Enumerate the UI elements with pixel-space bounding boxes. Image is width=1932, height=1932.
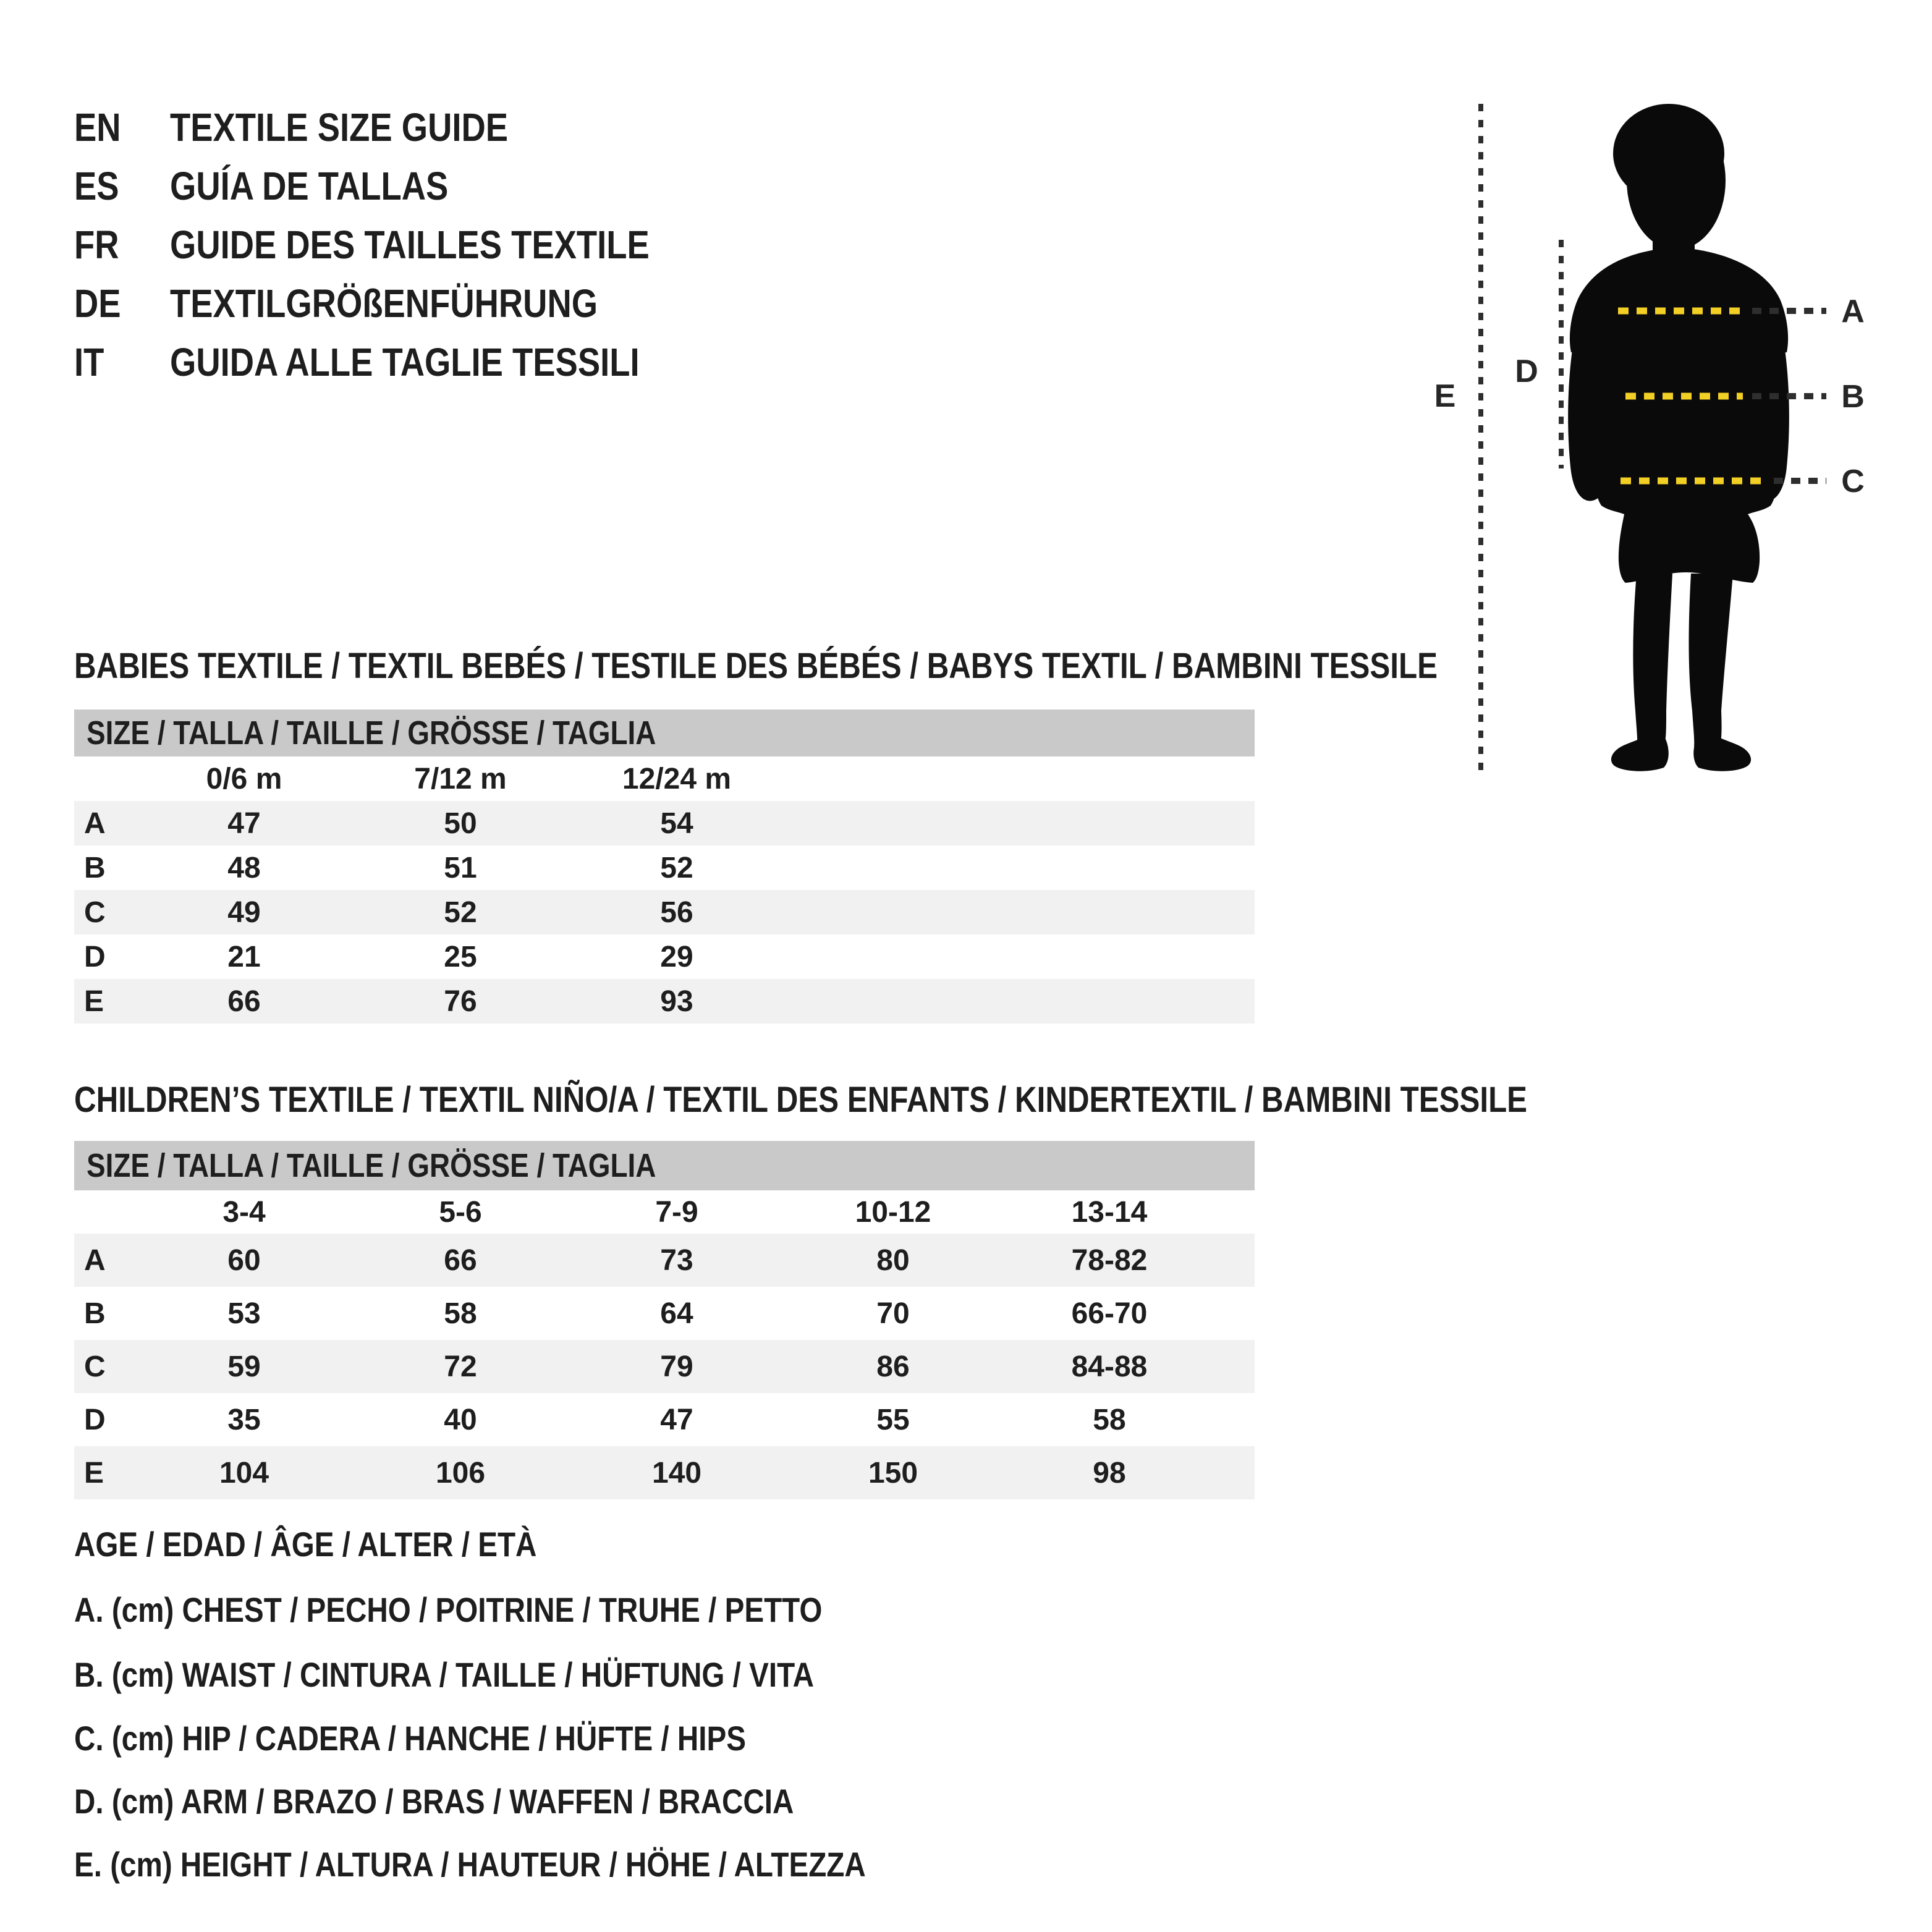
children-column-header-row	[74, 1190, 1255, 1234]
cell-value: 106	[435, 1456, 486, 1489]
cell-value: 64	[660, 1297, 693, 1330]
children-size-header-bar: SIZE / TALLA / TAILLE / GRÖSSE / TAGLIA	[74, 1141, 1255, 1190]
language-code: IT	[74, 340, 104, 384]
babies-column-header-row	[74, 756, 1255, 801]
language-row-fr	[74, 216, 1372, 273]
language-title: GUIDA ALLE TAGLIE TESSILI	[170, 340, 640, 384]
cell-value: 29	[660, 940, 693, 973]
cell-value: 47	[660, 1403, 693, 1436]
cell-value: 98	[1093, 1456, 1126, 1489]
right-leg	[1689, 574, 1734, 747]
language-row-it	[74, 334, 1372, 391]
table-row-c	[74, 890, 1255, 934]
cell-value: 60	[227, 1244, 261, 1277]
language-title: TEXTILGRÖßENFÜHRUNG	[170, 281, 598, 326]
language-row-de	[74, 275, 1372, 332]
cell-value: 48	[227, 851, 261, 884]
measure-label-c: C	[1841, 464, 1865, 499]
cell-value: 86	[876, 1350, 910, 1383]
cell-value: 66	[227, 985, 261, 1018]
measure-label-e: E	[1434, 378, 1456, 414]
cell-value: 66-70	[1071, 1297, 1148, 1330]
legend-line-waist: B. (cm) WAIST / CINTURA / TAILLE / HÜFTUNG / VITA	[74, 1655, 814, 1694]
cell-value: 80	[876, 1244, 910, 1277]
column-header: 10-12	[855, 1195, 931, 1229]
column-header: 7-9	[655, 1195, 698, 1229]
column-header: 13-14	[1071, 1195, 1148, 1229]
cell-value: 84-88	[1071, 1350, 1148, 1383]
column-header: 3-4	[222, 1195, 266, 1229]
table-row-a	[74, 801, 1255, 845]
cell-value: 52	[444, 896, 477, 929]
cell-value: 140	[651, 1456, 702, 1489]
cell-value: 93	[660, 985, 693, 1018]
row-label: C	[84, 896, 106, 929]
tshirt	[1570, 247, 1788, 360]
cell-value: 76	[444, 985, 477, 1018]
language-title: TEXTILE SIZE GUIDE	[170, 105, 509, 150]
cell-value: 79	[660, 1350, 693, 1383]
cell-value: 52	[660, 851, 693, 884]
cell-value: 49	[227, 896, 261, 929]
cell-value: 35	[227, 1403, 261, 1436]
table-row-a	[74, 1234, 1255, 1287]
column-header: 0/6 m	[206, 762, 282, 795]
cell-value: 104	[219, 1456, 269, 1489]
children-section-title: CHILDREN’S TEXTILE / TEXTIL NIÑO/A / TEXTIL DES ENFANTS / KINDERTEXTIL / BAMBINI TESSILE	[74, 1080, 1528, 1120]
cell-value: 72	[444, 1350, 477, 1383]
right-shoe	[1693, 735, 1751, 771]
table-row-b	[74, 1287, 1255, 1340]
language-code: FR	[74, 222, 119, 267]
row-label: D	[84, 1403, 106, 1436]
table-row-e	[74, 1446, 1255, 1499]
row-label: B	[84, 851, 106, 884]
legend-line-chest: A. (cm) CHEST / PECHO / POITRINE / TRUHE / PETTO	[74, 1590, 823, 1629]
cell-value: 40	[444, 1403, 477, 1436]
cell-value: 47	[227, 807, 261, 840]
language-row-es	[74, 158, 1372, 214]
legend-line-hip: C. (cm) HIP / CADERA / HANCHE / HÜFTE / HIPS	[74, 1719, 746, 1758]
babies-size-header-bar: SIZE / TALLA / TAILLE / GRÖSSE / TAGLIA	[74, 710, 1255, 756]
legend-line-age: AGE / EDAD / ÂGE / ALTER / ETÀ	[74, 1525, 537, 1564]
table-row-e	[74, 979, 1255, 1023]
legend-line-height: E. (cm) HEIGHT / ALTURA / HAUTEUR / HÖHE / ALTEZZA	[74, 1845, 866, 1884]
cell-value: 58	[444, 1297, 477, 1330]
column-header: 7/12 m	[414, 762, 507, 795]
cell-value: 21	[227, 940, 261, 973]
cell-value: 70	[876, 1297, 910, 1330]
measure-label-b: B	[1841, 379, 1865, 415]
row-label: A	[84, 807, 106, 840]
row-label: E	[84, 985, 104, 1018]
table-row-d	[74, 1393, 1255, 1446]
cell-value: 58	[1093, 1403, 1126, 1436]
cell-value: 66	[444, 1244, 477, 1277]
cell-value: 56	[660, 896, 693, 929]
torso-shorts	[1592, 350, 1778, 583]
cell-value: 73	[660, 1244, 693, 1277]
table-row-d	[74, 934, 1255, 979]
cell-value: 55	[876, 1403, 910, 1436]
row-label: D	[84, 940, 106, 973]
language-code: DE	[74, 281, 121, 326]
row-label: B	[84, 1297, 106, 1330]
column-header: 5-6	[439, 1195, 482, 1229]
cell-value: 78-82	[1071, 1244, 1148, 1277]
row-label: E	[84, 1456, 104, 1489]
language-title: GUIDE DES TAILLES TEXTILE	[170, 222, 650, 267]
cell-value: 54	[660, 807, 693, 840]
table-row-c	[74, 1340, 1255, 1393]
measure-label-d: D	[1515, 354, 1538, 389]
legend-line-arm: D. (cm) ARM / BRAZO / BRAS / WAFFEN / BRACCIA	[74, 1782, 794, 1821]
cell-value: 51	[444, 851, 477, 884]
babies-section-title: BABIES TEXTILE / TEXTIL BEBÉS / TESTILE DES BÉBÉS / BABYS TEXTIL / BAMBINI TESSILE	[74, 646, 1438, 686]
cell-value: 25	[444, 940, 477, 973]
column-header: 12/24 m	[622, 762, 732, 795]
language-row-en	[74, 99, 1372, 156]
left-shoe	[1611, 735, 1669, 771]
language-title: GUÍA DE TALLAS	[170, 164, 449, 208]
cell-value: 150	[868, 1456, 918, 1489]
cell-value: 50	[444, 807, 477, 840]
cell-value: 59	[227, 1350, 261, 1383]
language-code: ES	[74, 164, 119, 208]
language-code: EN	[74, 105, 121, 150]
cell-value: 53	[227, 1297, 261, 1330]
row-label: A	[84, 1244, 106, 1277]
row-label: C	[84, 1350, 106, 1383]
table-row-b	[74, 845, 1255, 890]
measure-label-a: A	[1841, 294, 1865, 329]
